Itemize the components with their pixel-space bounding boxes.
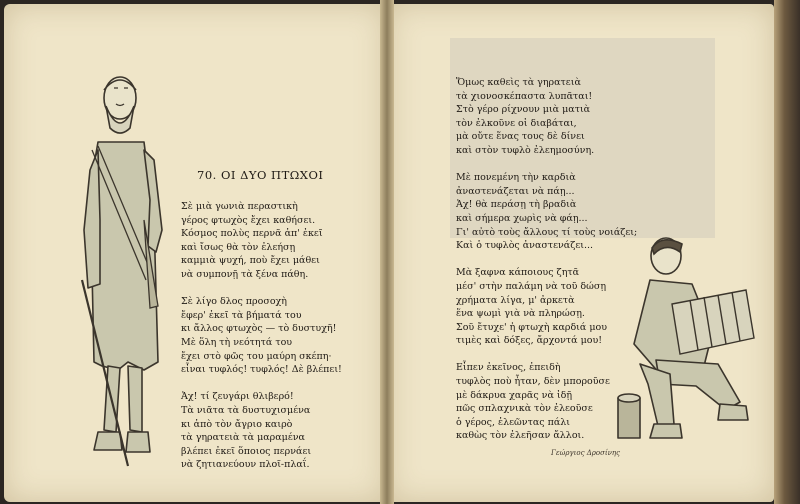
poem-line: Ὅμως καθεὶς τὰ γηρατειὰ bbox=[456, 77, 581, 88]
poem-line: τὰ γηρατειὰ τὰ μαραμένα bbox=[181, 432, 305, 444]
poem-line: Καὶ ὁ τυφλὸς ἀναστενάζει... bbox=[456, 240, 594, 252]
poem-line: κι ἀπὸ τὸν ἄγριο καιρὸ bbox=[181, 418, 293, 430]
poem-line: ἔφερ' ἐκεῖ τὰ βήματά του bbox=[181, 309, 302, 321]
stanza-gap bbox=[181, 282, 342, 296]
poem-line: μὲ δάκρυα χαρᾶς νὰ ἰδῇ bbox=[456, 389, 573, 401]
poem-line: μὰ οὔτε ἕνας τους δὲ δίνει bbox=[456, 131, 585, 143]
poem-line: τὰ χιονοσκέπαστα λυπᾶται! bbox=[456, 90, 593, 102]
poem-line: Ἀχ! θὰ περάσῃ τὴ βραδιὰ bbox=[456, 199, 577, 211]
poem-title: 70. ΟΙ ΔΥΟ ΠΤΩΧΟΙ bbox=[197, 168, 324, 182]
stanza-gap bbox=[181, 377, 342, 391]
poem-line: τυφλὸς ποὺ ἦταν, δὲν μποροῦσε bbox=[456, 376, 610, 388]
poem-line: ὁ γέρος, ἐλεῶντας πάλι bbox=[456, 416, 570, 428]
poem-line: Τὰ νιᾶτα τὰ δυστυχισμένα bbox=[181, 404, 311, 416]
stanza bbox=[456, 361, 637, 443]
poem-line: καὶ σήμερα χωρὶς νὰ φάῃ... bbox=[456, 212, 588, 224]
page-edges bbox=[774, 0, 800, 504]
poem-line: καὶ στὸν τυφλὸ ἐλεημοσύνη. bbox=[456, 144, 595, 156]
stanza bbox=[181, 390, 342, 472]
poem-line: χρήματα λίγα, μ' ἀρκετὰ bbox=[456, 294, 575, 306]
stanza-gap bbox=[456, 348, 637, 362]
stanza bbox=[456, 266, 637, 348]
illustration-credit: Γεώργιος Δροσίνης bbox=[551, 449, 621, 457]
poem-line: μέσ' στὴν παλάμη νὰ τοῦ δώσῃ bbox=[456, 280, 607, 292]
poem-line: ἕνα ψωμὶ γιὰ νὰ πληρώσῃ. bbox=[456, 308, 585, 320]
stanza-gap bbox=[456, 158, 637, 172]
stanza-gap bbox=[456, 253, 637, 267]
poem-line: πῶς σπλαχνικὰ τὸν ἐλεοῦσε bbox=[456, 403, 593, 415]
poem-line: βλέπει ἐκεῖ ὅποιος περνάει bbox=[181, 445, 312, 457]
poem-line: ἔχει στὸ φῶς του μαύρη σκέπη· bbox=[181, 350, 332, 362]
stanza bbox=[181, 295, 342, 377]
right-poem bbox=[456, 76, 637, 443]
poem-line: Γι' αὐτὸ τοὺς ἄλλους τί τοὺς νοιάζει; bbox=[456, 226, 638, 238]
poem-line: Σοῦ ἔτυχε' ἡ φτωχὴ καρδιά μου bbox=[456, 321, 607, 333]
poem-line: Μὲ ὅλη τὴ νεότητά του bbox=[181, 336, 293, 348]
poem-line: καμμιὰ ψυχή, ποὺ ἔχει μάθει bbox=[181, 255, 320, 267]
poem-line: τιμὲς καὶ δόξες, ἄρχοντά μου! bbox=[456, 335, 603, 347]
stanza bbox=[456, 171, 637, 253]
old-beggar-illustration bbox=[58, 70, 178, 480]
poem-line: κι ἄλλος φτωχὸς — τὸ δυστυχῆ! bbox=[181, 323, 337, 335]
poem-line: καθὼς τὸν ἐλεῆσαν ἄλλοι. bbox=[456, 430, 585, 442]
poem-line: νὰ συμπονῇ τὰ ξένα πάθη. bbox=[181, 268, 309, 280]
book-spine bbox=[380, 0, 394, 504]
stanza bbox=[181, 200, 342, 282]
poem-line: νὰ ζητιανεύουν πλοῖ-πλαΐ. bbox=[181, 459, 310, 471]
poem-line: Ἀχ! τί ζευγάρι θλιβερό! bbox=[181, 391, 294, 403]
left-poem bbox=[181, 200, 342, 472]
poem-line: Κόσμος πολὺς περνᾶ ἀπ' ἐκεῖ bbox=[181, 228, 323, 240]
poem-line: Μὲ πονεμένη τὴν καρδιὰ bbox=[456, 172, 576, 184]
poem-line: Σὲ μιὰ γωνιὰ περαστικὴ bbox=[181, 201, 298, 212]
poem-line: γέρος φτωχὸς ἔχει καθήσει. bbox=[181, 214, 316, 226]
poem-line: εἶναι τυφλός! τυφλός! Δὲ βλέπει! bbox=[181, 364, 342, 376]
poem-line: Στὸ γέρο ρίχνουν μιὰ ματιὰ bbox=[456, 104, 591, 116]
stanza bbox=[456, 76, 637, 158]
poem-line: ἀναστενάζεται νὰ πάῃ... bbox=[456, 185, 575, 197]
poem-line: Σὲ λίγο δλος προσοχὴ bbox=[181, 296, 287, 308]
poem-line: Εἶπεν ἐκεῖνος, ἐπειδὴ bbox=[456, 362, 561, 374]
poem-line: Μὰ ξαφνα κάποιους ζητᾶ bbox=[456, 267, 580, 279]
poem-line: τὸν ἐλκοῦνε οἱ διαβάται, bbox=[456, 117, 577, 129]
poem-line: καὶ ἴσως θὰ τὸν ἐλεήσῃ bbox=[181, 241, 296, 253]
